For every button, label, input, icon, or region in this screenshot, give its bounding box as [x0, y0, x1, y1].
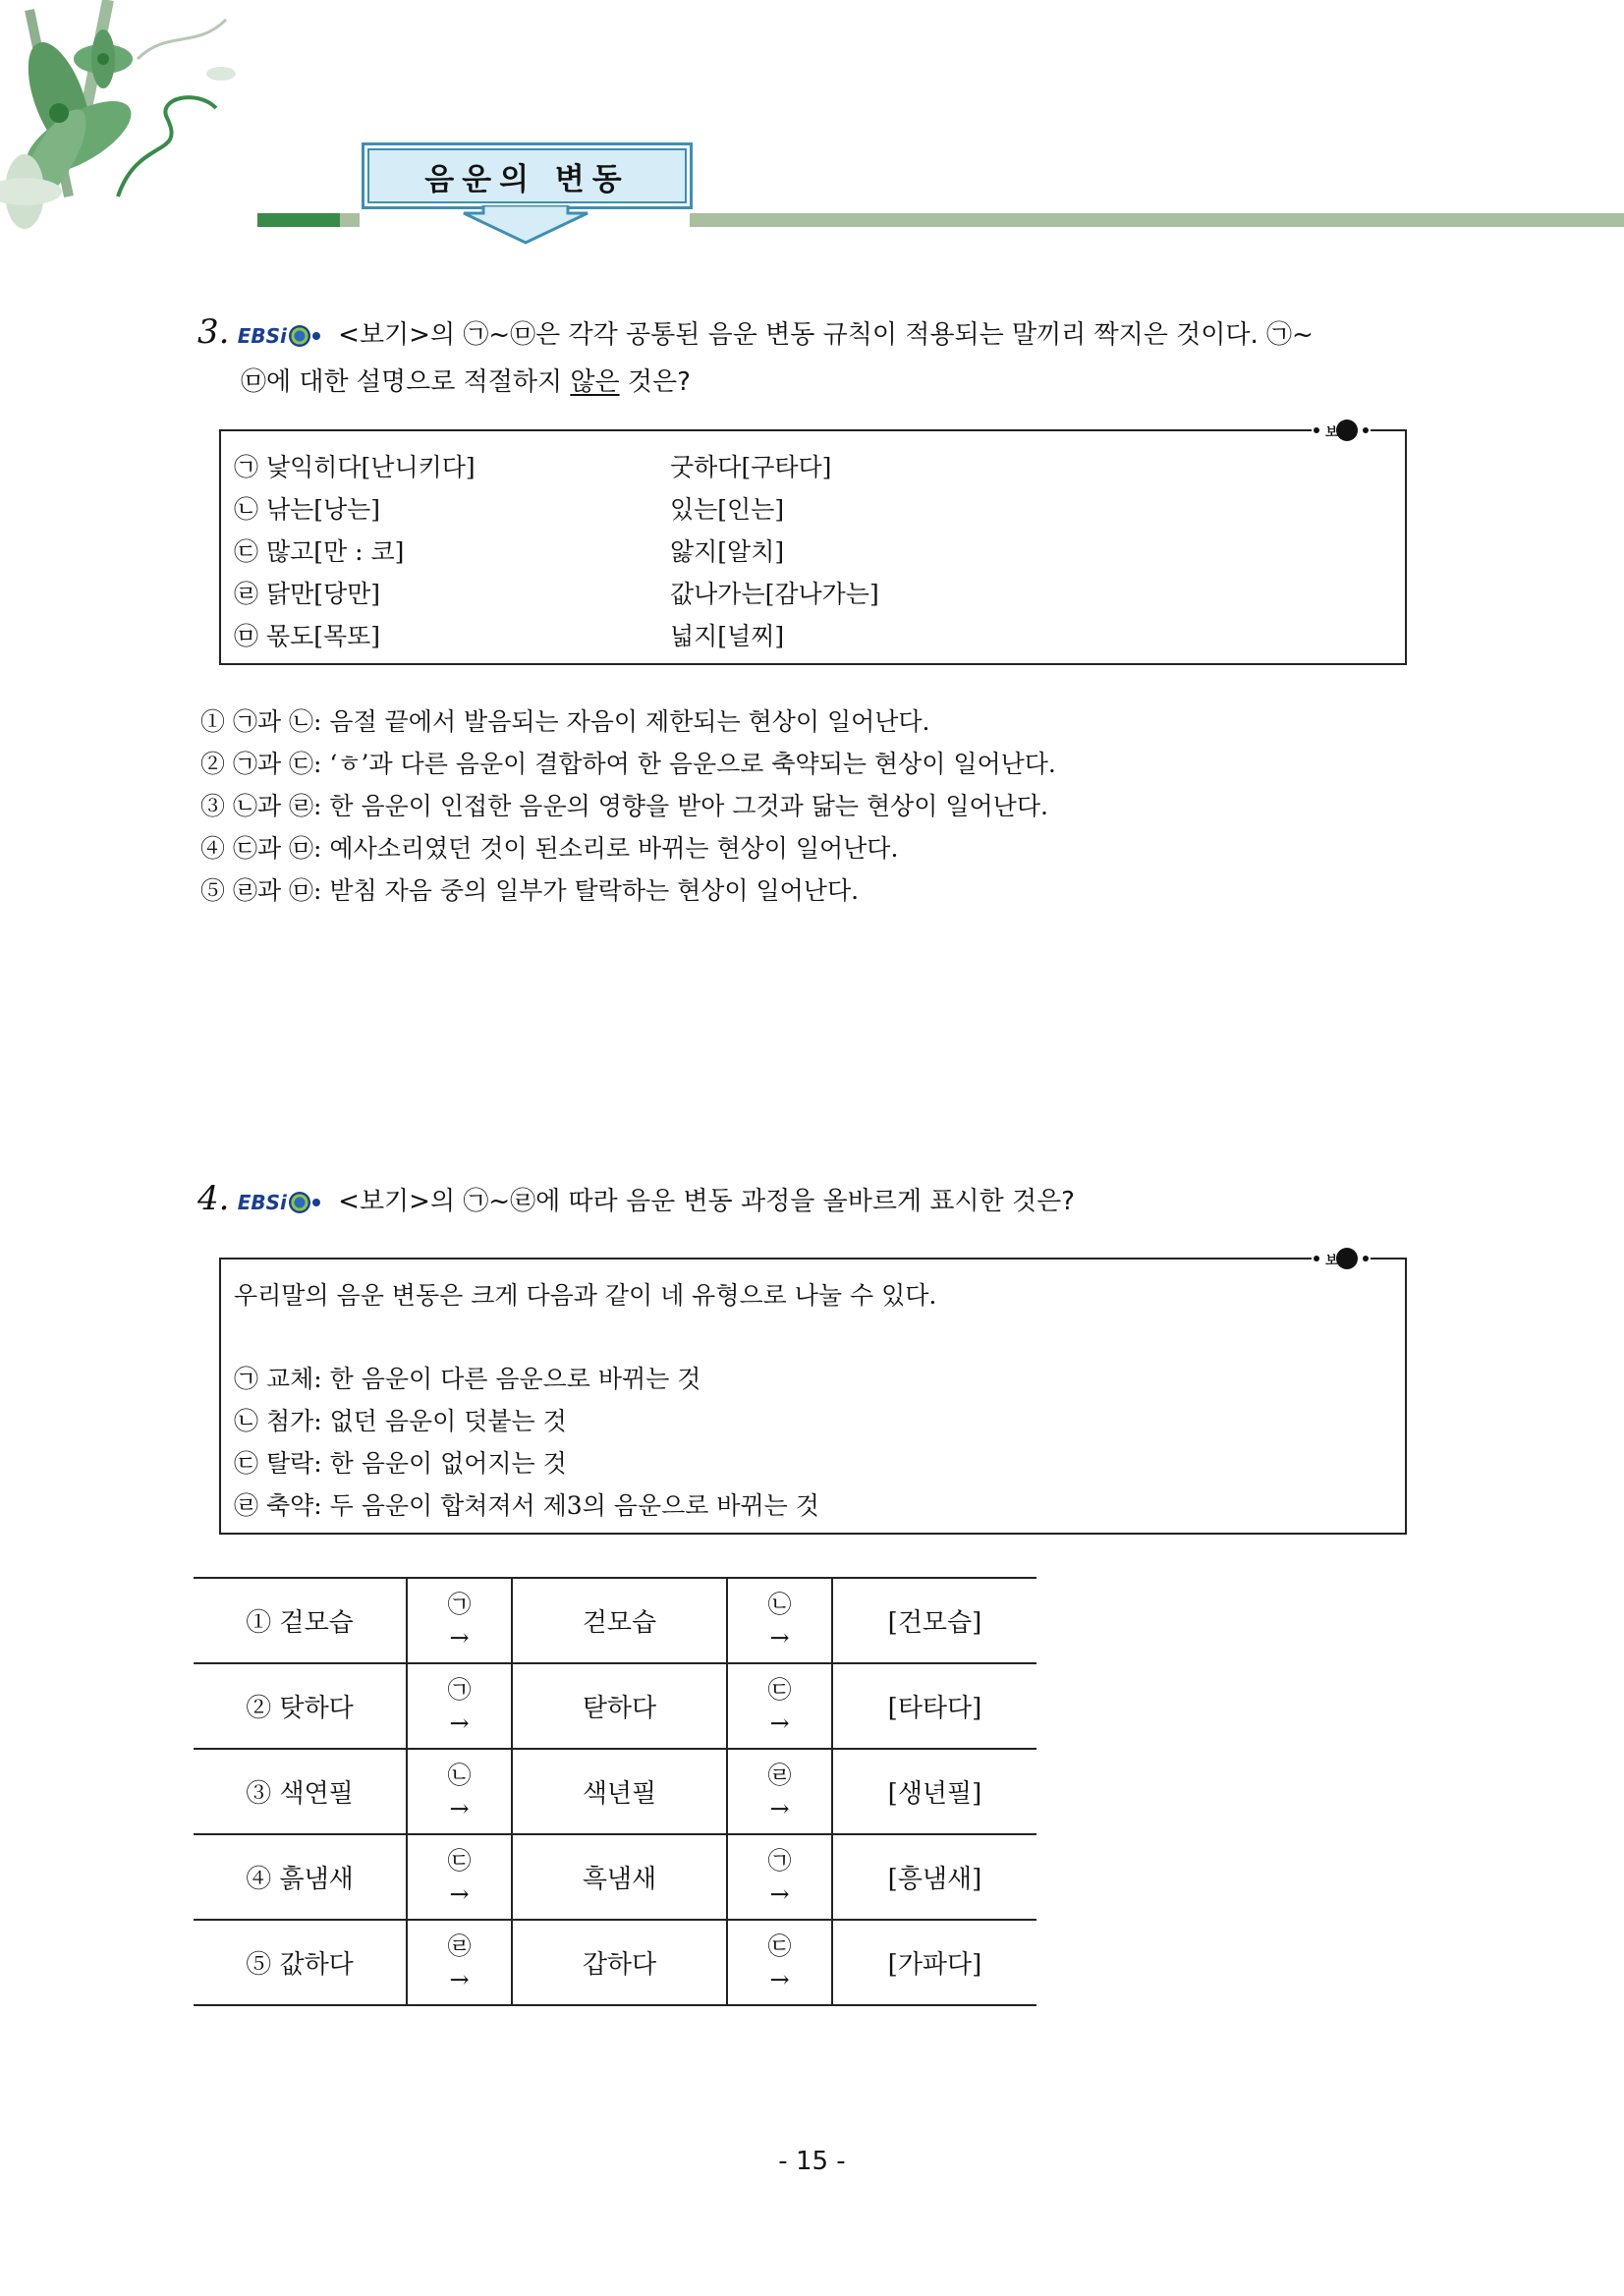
step-2 [727, 1834, 832, 1920]
step-2 [727, 1578, 832, 1663]
answer-choice-5[interactable]: ⑤ ㉣과 ㉤: 받침 자음 중의 일부가 탈락하는 현상이 일어난다. [200, 876, 860, 905]
mid-word: 탇하다 [512, 1663, 727, 1749]
step-2 [727, 1749, 832, 1834]
step-2 [727, 1920, 832, 2005]
table-row[interactable] [194, 1749, 1036, 1834]
answer-choice-3[interactable]: ③ ㉡과 ㉣: 한 음운이 인접한 음운의 영향을 받아 그것과 닮는 현상이 일어난다. [200, 792, 1048, 820]
pronunciation: [흥냄새] [832, 1834, 1036, 1920]
arrow-icon: → [769, 1879, 790, 1908]
floral-decoration [0, 0, 265, 231]
rule-label: ㉠ [447, 1590, 472, 1618]
example-right: 굿하다[구타다] [670, 453, 832, 481]
ebsi-logo: EBSi [238, 1191, 320, 1214]
table-row[interactable] [194, 1920, 1036, 2005]
arrow-icon: → [769, 1794, 790, 1822]
header-rule [690, 213, 1624, 227]
mid-word: 갑하다 [512, 1920, 727, 2005]
mid-word: 색년필 [512, 1749, 727, 1834]
example-right: 넓지[널찌] [670, 622, 785, 650]
svg-text:보: 보 [1325, 1254, 1338, 1268]
example-left: ㉣ 닭만[당만] [234, 580, 381, 608]
arrow-icon: → [769, 1708, 790, 1737]
header-bar-dark [257, 213, 340, 227]
step-1 [407, 1578, 512, 1663]
question-text: <보기>의 ㉠~㉣에 따라 음운 변동 과정을 올바르게 표시한 것은? [338, 1187, 1075, 1216]
section-title: 음운의 변동 [362, 142, 693, 209]
page-number: - 15 - [778, 2147, 846, 2176]
rule-label: ㉡ [447, 1761, 472, 1789]
arrow-icon: → [769, 1623, 790, 1652]
step-1 [407, 1834, 512, 1920]
rule-label: ㉣ [447, 1932, 472, 1960]
rule-label: ㉢ [767, 1675, 792, 1704]
example-left: ㉡ 낚는[낭는] [234, 495, 381, 524]
start-word: ④ 흙냄새 [194, 1834, 407, 1920]
step-1 [407, 1749, 512, 1834]
bogi-tag-icon [1312, 416, 1371, 445]
question-text: 것은? [619, 367, 691, 397]
rule-label: ㉠ [767, 1846, 792, 1875]
step-1 [407, 1920, 512, 2005]
question-number: 4. [197, 1179, 230, 1218]
question-number: 3. [197, 312, 230, 352]
table-row[interactable] [194, 1663, 1036, 1749]
question-3-stem-line2 [241, 362, 691, 398]
rule-label: ㉣ [767, 1761, 792, 1789]
example-right: 값나가는[감나가는] [670, 580, 879, 608]
rule-label: ㉢ [767, 1932, 792, 1960]
mid-word: 걷모습 [512, 1578, 727, 1663]
example-left: ㉤ 몫도[목또] [234, 622, 381, 650]
pronunciation: [가파다] [832, 1920, 1036, 2005]
start-word: ① 겉모습 [194, 1578, 407, 1663]
question-text: ㉤에 대한 설명으로 적절하지 [241, 367, 571, 397]
rule-type: ㉠ 교체: 한 음운이 다른 음운으로 바뀌는 것 [234, 1365, 701, 1393]
question-4-stem [197, 1179, 1075, 1218]
rule-label: ㉢ [447, 1846, 472, 1875]
start-word: ③ 색연필 [194, 1749, 407, 1834]
question-text: <보기>의 ㉠~㉤은 각각 공통된 음운 변동 규칙이 적용되는 말끼리 짝지은 것이다. ㉠~ [338, 320, 1314, 350]
pronunciation: [타타다] [832, 1663, 1036, 1749]
table-row[interactable] [194, 1578, 1036, 1663]
answer-table [194, 1577, 1036, 2006]
rule-label: ㉠ [447, 1675, 472, 1704]
rule-type: ㉡ 첨가: 없던 음운이 덧붙는 것 [234, 1407, 567, 1435]
arrow-icon: → [449, 1708, 470, 1737]
start-word: ② 탓하다 [194, 1663, 407, 1749]
mid-word: 흑냄새 [512, 1834, 727, 1920]
example-left: ㉠ 낯익히다[난니키다] [234, 453, 476, 481]
table-row[interactable] [194, 1834, 1036, 1920]
svg-text:보: 보 [1325, 425, 1338, 440]
pronunciation: [건모습] [832, 1578, 1036, 1663]
down-arrow-icon [462, 205, 589, 245]
pronunciation: [생년필] [832, 1749, 1036, 1834]
rule-type: ㉢ 탈락: 한 음운이 없어지는 것 [234, 1449, 567, 1478]
bogi-tag-icon [1312, 1244, 1371, 1273]
ebsi-logo: EBSi [238, 324, 320, 348]
rule-label: ㉡ [767, 1590, 792, 1618]
example-intro: 우리말의 음운 변동은 크게 다음과 같이 네 유형으로 나눌 수 있다. [234, 1281, 937, 1310]
answer-choice-1[interactable]: ① ㉠과 ㉡: 음절 끝에서 발음되는 자음이 제한되는 현상이 일어난다. [200, 707, 930, 736]
answer-choice-4[interactable]: ④ ㉢과 ㉤: 예사소리였던 것이 된소리로 바뀌는 현상이 일어난다. [200, 834, 899, 863]
header-bar-light [340, 213, 360, 227]
arrow-icon: → [449, 1623, 470, 1652]
step-1 [407, 1663, 512, 1749]
example-right: 있는[인는] [670, 495, 785, 524]
question-3-stem [197, 312, 1314, 352]
arrow-icon: → [449, 1965, 470, 1993]
answer-choice-2[interactable]: ② ㉠과 ㉢: ‘ㅎ’과 다른 음운이 결합하여 한 음운으로 축약되는 현상이 일어난다. [200, 750, 1056, 778]
example-left: ㉢ 많고[만 : 코] [234, 537, 405, 566]
step-2 [727, 1663, 832, 1749]
arrow-icon: → [449, 1794, 470, 1822]
example-right: 앓지[알치] [670, 537, 785, 566]
arrow-icon: → [769, 1965, 790, 1993]
rule-type: ㉣ 축약: 두 음운이 합쳐져서 제3의 음운으로 바뀌는 것 [234, 1491, 819, 1520]
arrow-icon: → [449, 1879, 470, 1908]
start-word: ⑤ 값하다 [194, 1920, 407, 2005]
emphasis-underline: 않은 [570, 367, 620, 397]
